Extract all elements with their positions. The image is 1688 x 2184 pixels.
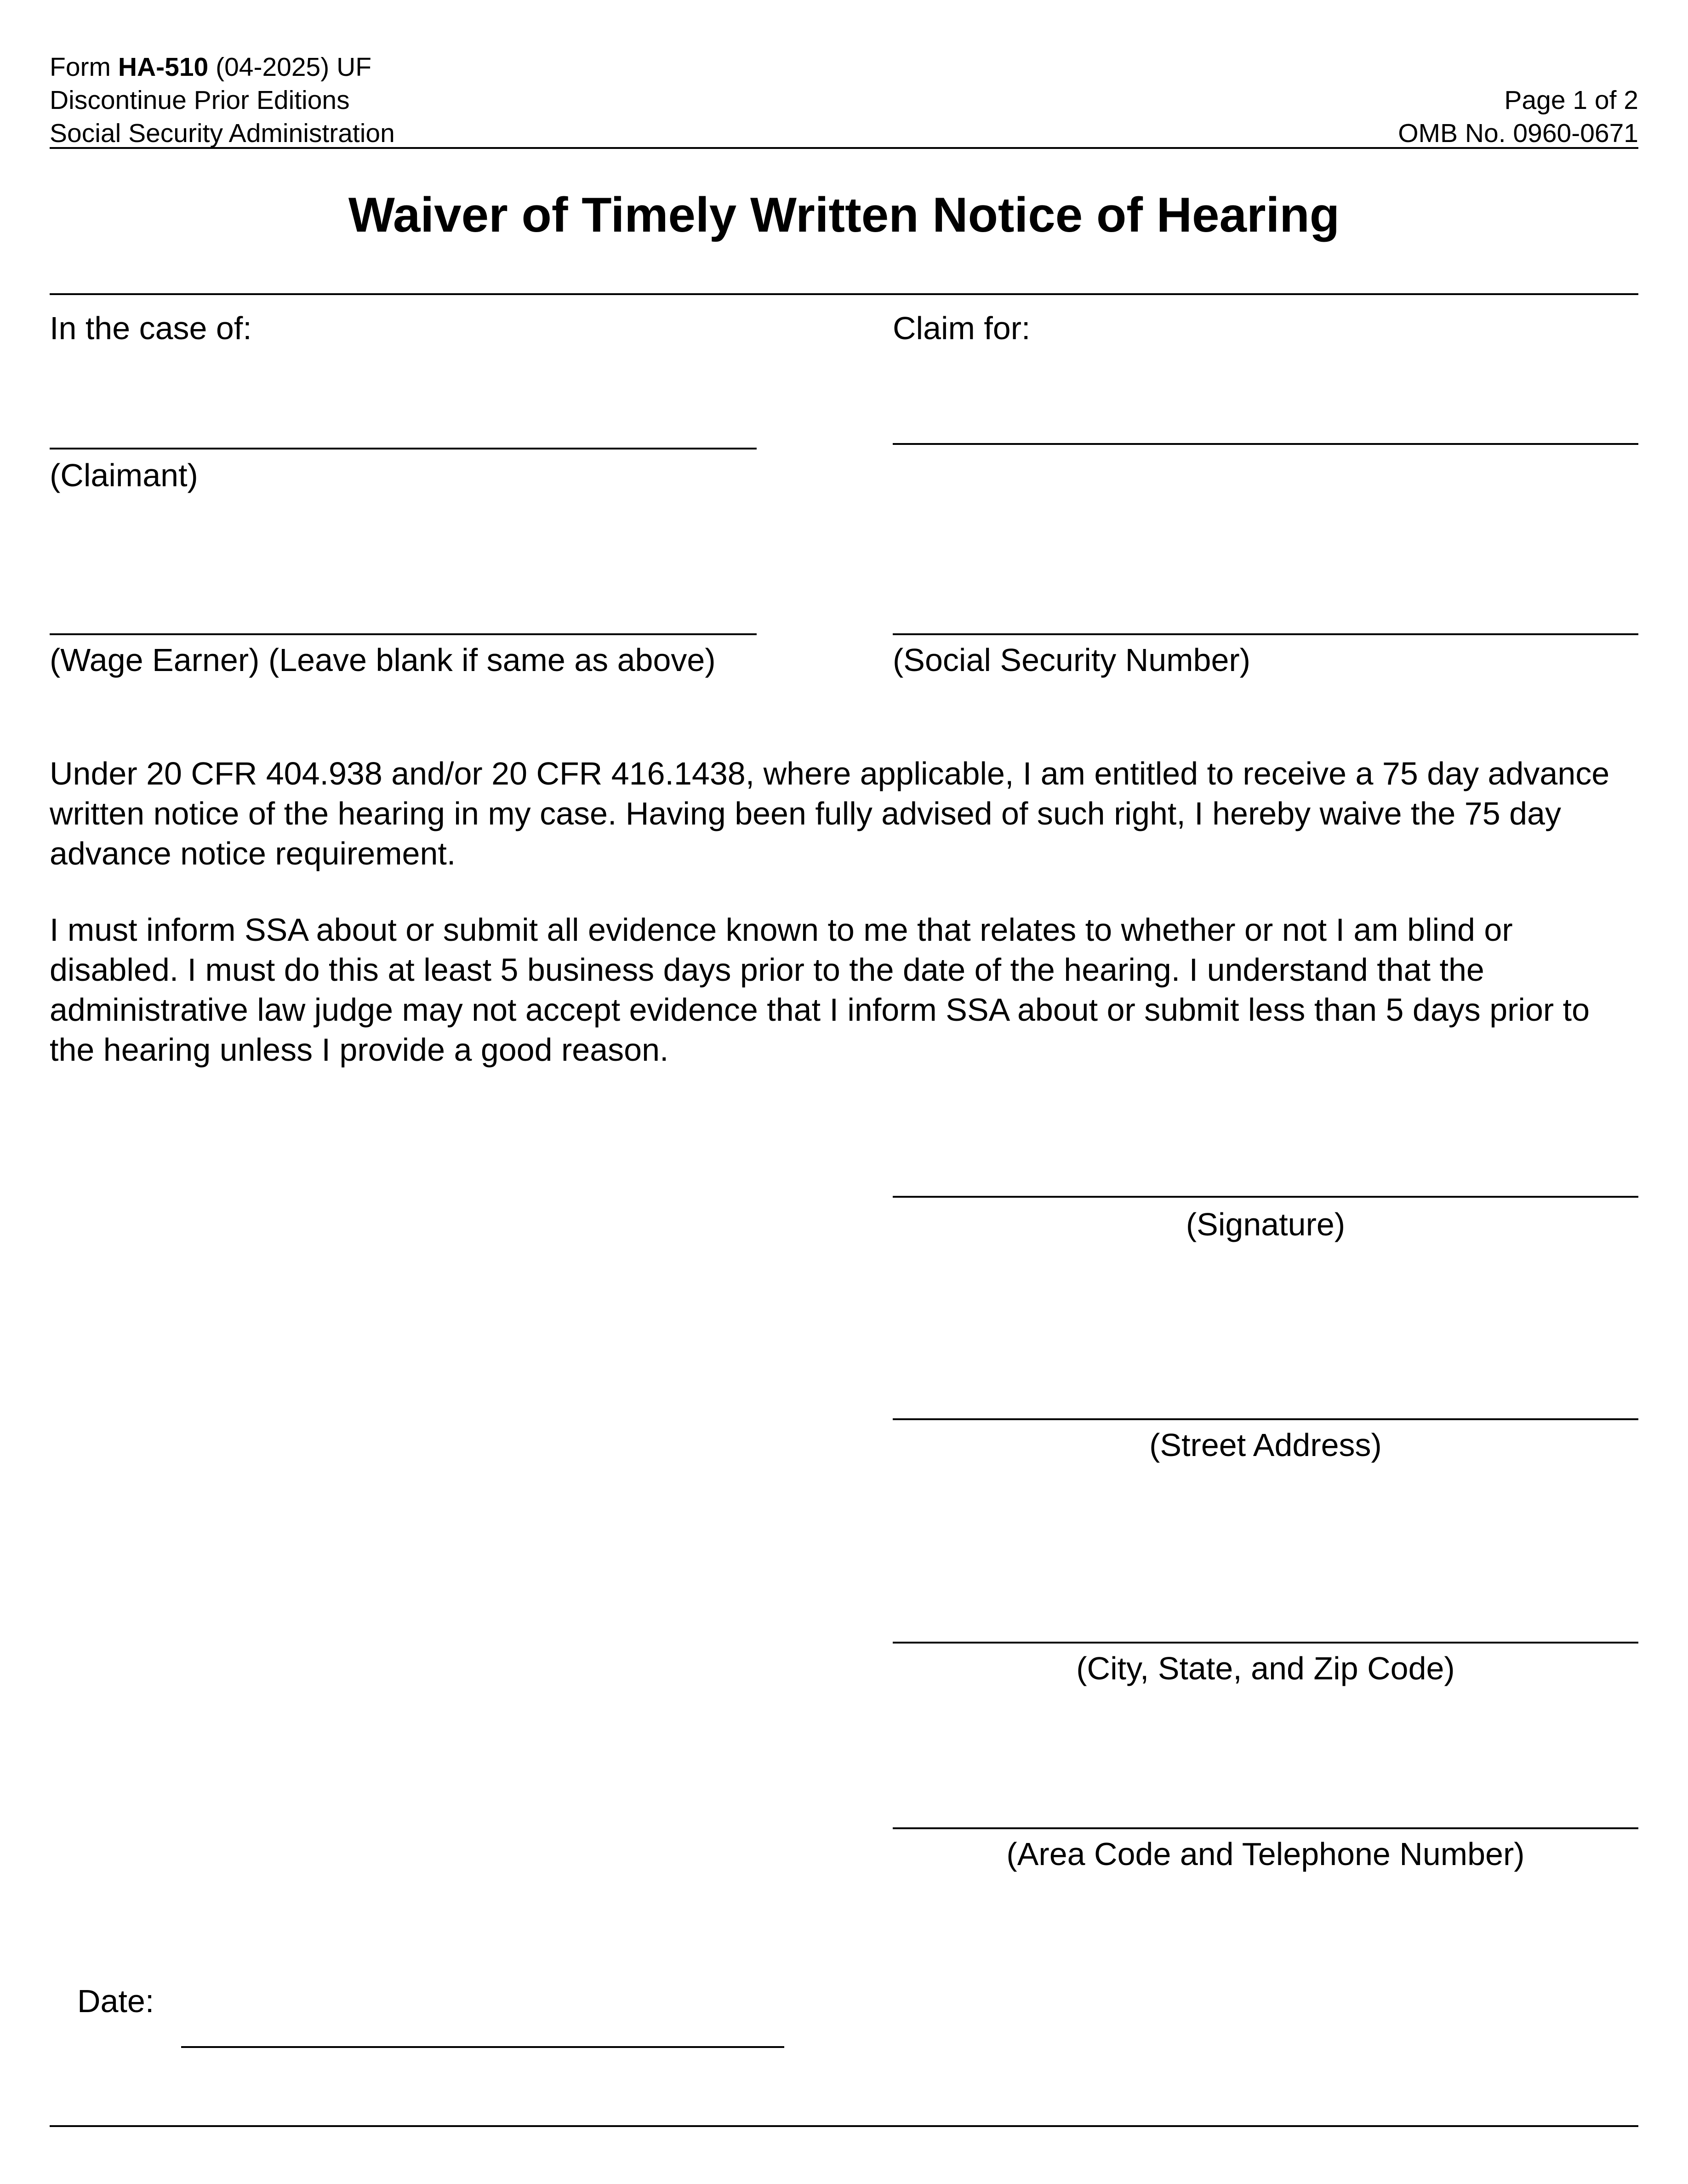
claim-for-label: Claim for: [893,310,1031,346]
form-prefix: Form [50,52,118,82]
wage-earner-field[interactable] [50,633,757,635]
telephone-label: (Area Code and Telephone Number) [1006,1836,1525,1872]
omb-number: OMB No. 0960-0671 [1398,119,1638,148]
title-divider [50,293,1638,295]
claimant-field[interactable] [50,448,757,449]
claim-for-field[interactable] [893,443,1638,445]
claimant-label: (Claimant) [50,457,198,493]
evidence-paragraph: I must inform SSA about or submit all evidence known to me that relates to whether or not I am blind or disabled. I must do this at least 5 business days prior to the date of the hearing. I understand that the administrative law judge may not accept evidence that I inform SSA about or submit less than 5 days prior to the hearing unless I provide a good reason. [50,912,1590,1068]
form-edition: (04-2025) UF [208,52,372,82]
ssn-label: (Social Security Number) [893,642,1250,678]
date-field[interactable] [181,2046,784,2048]
page-number: Page 1 of 2 [1504,85,1638,115]
waiver-paragraph: Under 20 CFR 404.938 and/or 20 CFR 416.1438, where applicable, I am entitled to receive a 75 day advance written notice of the hearing in my case. Having been fully advised of such right, I hereby waive the 75 day advance notice requirement. [50,756,1610,871]
page-title: Waiver of Timely Written Notice of Hearing [348,187,1340,242]
footer-divider [50,2125,1638,2127]
wage-earner-label: (Wage Earner) (Leave blank if same as above) [50,642,716,678]
ssn-field[interactable] [893,633,1638,635]
agency-name: Social Security Administration [50,119,395,148]
header-divider [50,147,1638,149]
date-label: Date: [77,1983,154,2019]
signature-label: (Signature) [1186,1206,1346,1242]
street-address-label: (Street Address) [1149,1427,1382,1463]
city-state-zip-field[interactable] [893,1642,1638,1644]
city-state-zip-label: (City, State, and Zip Code) [1076,1650,1455,1686]
form-number: HA-510 [118,52,209,82]
telephone-field[interactable] [893,1827,1638,1829]
in-case-of-label: In the case of: [50,310,252,346]
signature-field[interactable] [893,1196,1638,1198]
form-number-line [50,51,371,84]
street-address-field[interactable] [893,1418,1638,1420]
discontinue-notice: Discontinue Prior Editions [50,85,350,115]
